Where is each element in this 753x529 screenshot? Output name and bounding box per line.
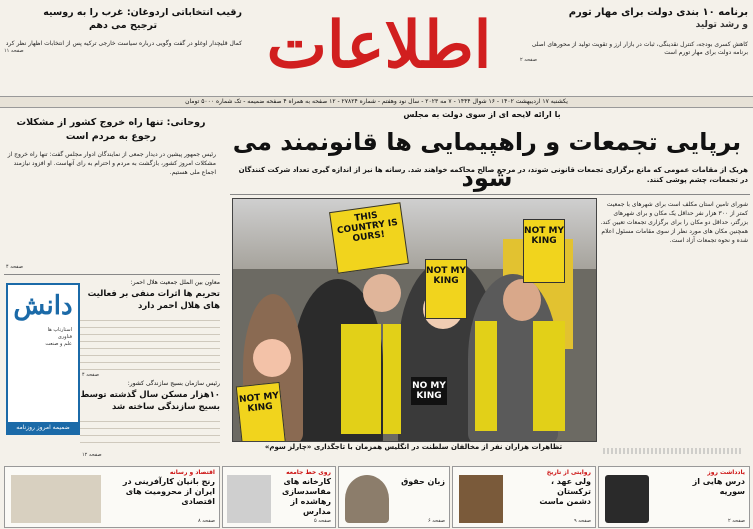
masthead-logo: اطلاعات <box>266 8 492 83</box>
bottom-tag-4: روی خط جامعه <box>286 469 331 476</box>
left-headline[interactable]: روحانی: تنها راه خروج کشور از مشکلات رجوع به مردم است <box>16 117 206 142</box>
bottom-box-4[interactable] <box>222 466 336 528</box>
main-kicker: با ارائه لایحه ای از سوی دولت به مجلس <box>403 110 561 119</box>
top-left-body: کمال قلیچدار اوغلو در گفت وگویی درباره سیاست خارجی ترکیه پس از انتخابات اظهار نظر کرد <box>5 40 242 47</box>
bottom-title-3: زبان حقوق <box>401 477 445 486</box>
left-body: رئیس جمهور پیشین در دیدار جمعی از نمایندگان ادوار مجلس گفت: تنها راه خروج از مشکلات امروز کشور، بازگشت به مردم و احترام به رای آنهاست. او افزود نیازمند اجماع ملی هستیم. <box>7 151 216 176</box>
bottom-box-1[interactable] <box>598 466 750 528</box>
danesh-item-3: علم و صنعت <box>45 341 72 347</box>
bottom-page-2: صفحه ۹ <box>574 518 591 524</box>
top-left-page-ref: صفحه ۱۱ <box>4 48 24 54</box>
dateline-bar: یکشنبه ۱۷ اردیبهشت ۱۴۰۲ - ۱۶ شوال ۱۴۴۴ - ۷ مه ۲۰۲۳ - سال نود وهفتم - شماره ۲۷۸۲۴ - ۱۲ صفحه به همراه ۴ صفحه ضمیمه - تک شماره ۵۰۰۰ تومان <box>0 96 753 108</box>
photo-sign-3: NOT MY KING <box>523 219 565 283</box>
bottom-title-2: ولی عهد ، ترکستان دشمن ماست <box>539 477 591 506</box>
danesh-item-2: فناوری <box>57 334 72 340</box>
left-story3-headline[interactable]: ۱۰هزار مسکن سال گذشته توسط بسیج سازندگی ساخته شد <box>80 390 220 412</box>
bottom-tag-2: روایتی از تاریخ <box>546 469 591 476</box>
bottom-page-4: صفحه ۵ <box>314 518 331 524</box>
bottom-title-5: رنج بانیان کارآفرینی در ایران از محرومیت های اقتصادی <box>122 477 215 506</box>
bottom-box-5[interactable] <box>4 466 220 528</box>
photo-sign-4: NOT MY KING <box>236 382 287 442</box>
photo-sign-2: NOT MY KING <box>425 259 467 319</box>
top-right-subhead: و رشد تولید <box>695 20 748 30</box>
photo-caption: تظاهرات هزاران نفر از مخالفان سلطنت در انگلیس همزمان با تاجگذاری «چارلز سوم» <box>264 443 563 451</box>
left-story2-headline[interactable]: تحریم ها اثرات منفی بر فعالیت های هلال احمر دارد <box>87 289 220 311</box>
top-right-body: کاهش کسری بودجه، کنترل نقدینگی، ثبات در بازار ارز و تقویت تولید از محورهای اصلی برنامه دولت برای مهار تورم است <box>531 41 748 56</box>
left-page-ref: صفحه ۴ <box>6 264 23 270</box>
left-story2-kicker: معاون بین الملل جمعیت هلال احمر: <box>130 279 220 286</box>
bottom-box-3[interactable] <box>338 466 450 528</box>
top-right-headline[interactable]: برنامه ۱۰ بندی دولت برای مهار تورم <box>568 7 748 18</box>
photo-sign-5: NO MY KING <box>411 377 447 405</box>
left-story3-kicker: رئیس سازمان بسیج سازندگی کشور: <box>127 380 220 387</box>
bottom-page-3: صفحه ۶ <box>428 518 445 524</box>
photo-sign-1: THIS COUNTRY IS OURS! <box>329 202 409 273</box>
danesh-footer: ضمیمه امروز روزنامه <box>8 422 78 433</box>
bottom-box-2[interactable] <box>452 466 596 528</box>
main-headline[interactable]: برپایی تجمعات و راهپیمایی ها قانونمند می شود <box>232 128 742 192</box>
bottom-page-1: صفحه ۲ <box>728 518 745 524</box>
main-photo <box>232 198 597 442</box>
main-right-column: شورای تامین استان مکلف است برای شهرهای با جمعیت کمتر از ۳۰۰ هزار نفر حداقل یک مکان و برای شهرهای بزرگتر، حداقل دو مکان را برای برگزاری تجمعات تعیین کند. همچنین مکان های مورد نظر از سوی مقامات مسئول اعلام شده و نحوه تجمعات آزاد است. <box>600 201 748 244</box>
danesh-title: دانش <box>13 291 73 321</box>
bottom-tag-5: اقتصاد و رسانه <box>169 469 215 476</box>
danesh-supplement[interactable] <box>6 283 80 435</box>
bottom-page-5: صفحه ۸ <box>198 518 215 524</box>
top-left-subhead: ترجیح می دهم <box>88 20 158 31</box>
left-story2-page: صفحه ۴ <box>82 372 99 378</box>
bottom-title-4: کارخانه های مفاسدسازی رهاشده از مدارس <box>281 477 331 516</box>
bottom-tag-1: یادداشت روز <box>707 469 745 476</box>
main-lead: هریک از مقامات عمومی که مانع برگزاری تجمعات قانونی شوند، در مرجع صالح محاکمه خواهند شد. رسانه ها نیز از اندازه گیری تعداد شرکت کنندگان در تجمعات، چشم پوشی کنند. <box>238 166 748 184</box>
top-left-headline[interactable]: رقیب انتخاباتی اردوغان: غرب را به روسیه <box>43 7 242 18</box>
bottom-title-1: درس هایی از سوریه <box>692 477 745 496</box>
top-right-page-ref: صفحه ۲ <box>520 57 537 63</box>
left-story3-page: صفحه ۱۲ <box>82 452 102 458</box>
danesh-item-1: استارتاپ ها <box>47 327 72 333</box>
